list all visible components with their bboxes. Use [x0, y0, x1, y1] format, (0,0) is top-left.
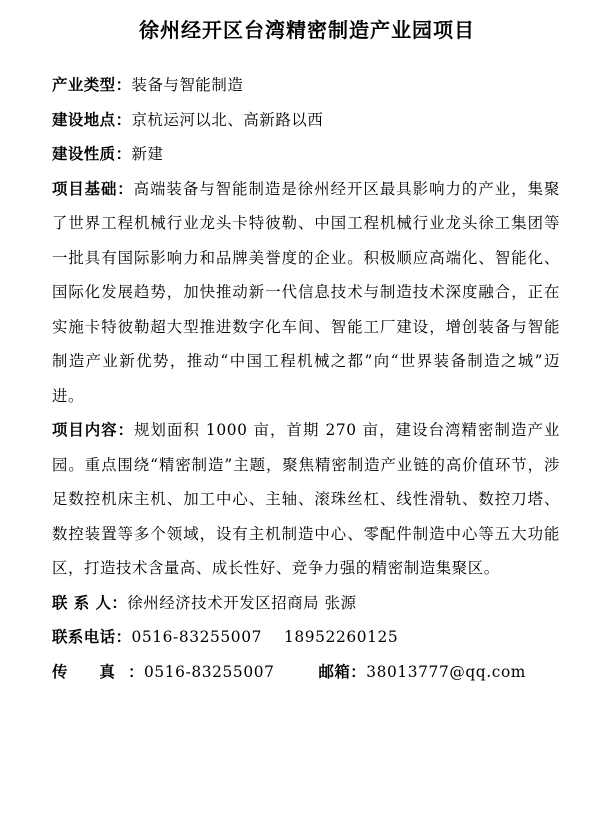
nature-label: 建设性质：: [52, 145, 132, 163]
industry-type-value: 装备与智能制造: [131, 76, 244, 94]
contact-value: 徐州经济技术开发区招商局 张源: [127, 593, 357, 612]
basis-field: [52, 172, 560, 414]
contact-label: 联 系 人：: [52, 593, 128, 612]
location-field: [52, 103, 560, 138]
content-field: [52, 413, 560, 586]
content-label: 项目内容：: [52, 421, 134, 439]
email-label: 邮箱：: [318, 662, 367, 681]
project-details: [52, 68, 560, 689]
industry-type-field: [52, 68, 560, 103]
location-label: 建设地点：: [52, 110, 132, 129]
basis-value: 高端装备与智能制造是徐州经开区最具影响力的产业，集聚了世界工程机械行业龙头卡特彼勒、中国工程机械行业龙头徐工集团等一批具有国际影响力和品牌美誉度的企业。积极顺应高端化、智能化、国际化发展趋势，加快推动新一代信息技术与制造技术深度融合，正在实施卡特彼勒超大型推进数字化车间、智能工厂建设，增创装备与智能制造产业新优势，推动“中国工程机械之都”向“世界装备制造之城”迈进。: [52, 179, 560, 405]
fax-label: 传 真：: [52, 662, 144, 681]
industry-type-label: 产业类型：: [52, 76, 132, 94]
phone-label: 联系电话：: [52, 628, 132, 646]
nature-field: [52, 137, 560, 172]
page-title: 徐州经开区台湾精密制造产业园项目: [139, 18, 475, 42]
fax-email-field: [52, 655, 560, 690]
contact-field: [52, 586, 560, 621]
basis-label: 项目基础：: [52, 179, 134, 198]
content-value: 规划面积 1000 亩，首期 270 亩，建设台湾精密制造产业园。重点围绕“精密制造”主题，聚焦精密制造产业链的高价值环节，涉足数控机床主机、加工中心、主轴、滚珠丝杠、线性滑轨、数控刀塔、数控装置等多个领域，设有主机制造中心、零配件制造中心等五大功能区，打造技术含量高、成长性好、竞争力强的精密制造集聚区。: [52, 421, 560, 577]
phone-field: [52, 620, 560, 655]
nature-value: 新建: [131, 145, 164, 163]
email-value: 38013777@qq.com: [366, 662, 527, 681]
location-value: 京杭运河以北、高新路以西: [131, 110, 324, 129]
phone-value-mobile: 18952260125: [283, 628, 399, 646]
fax-value: 0516-83255007: [144, 662, 275, 681]
phone-value-office: 0516-83255007: [131, 628, 262, 646]
